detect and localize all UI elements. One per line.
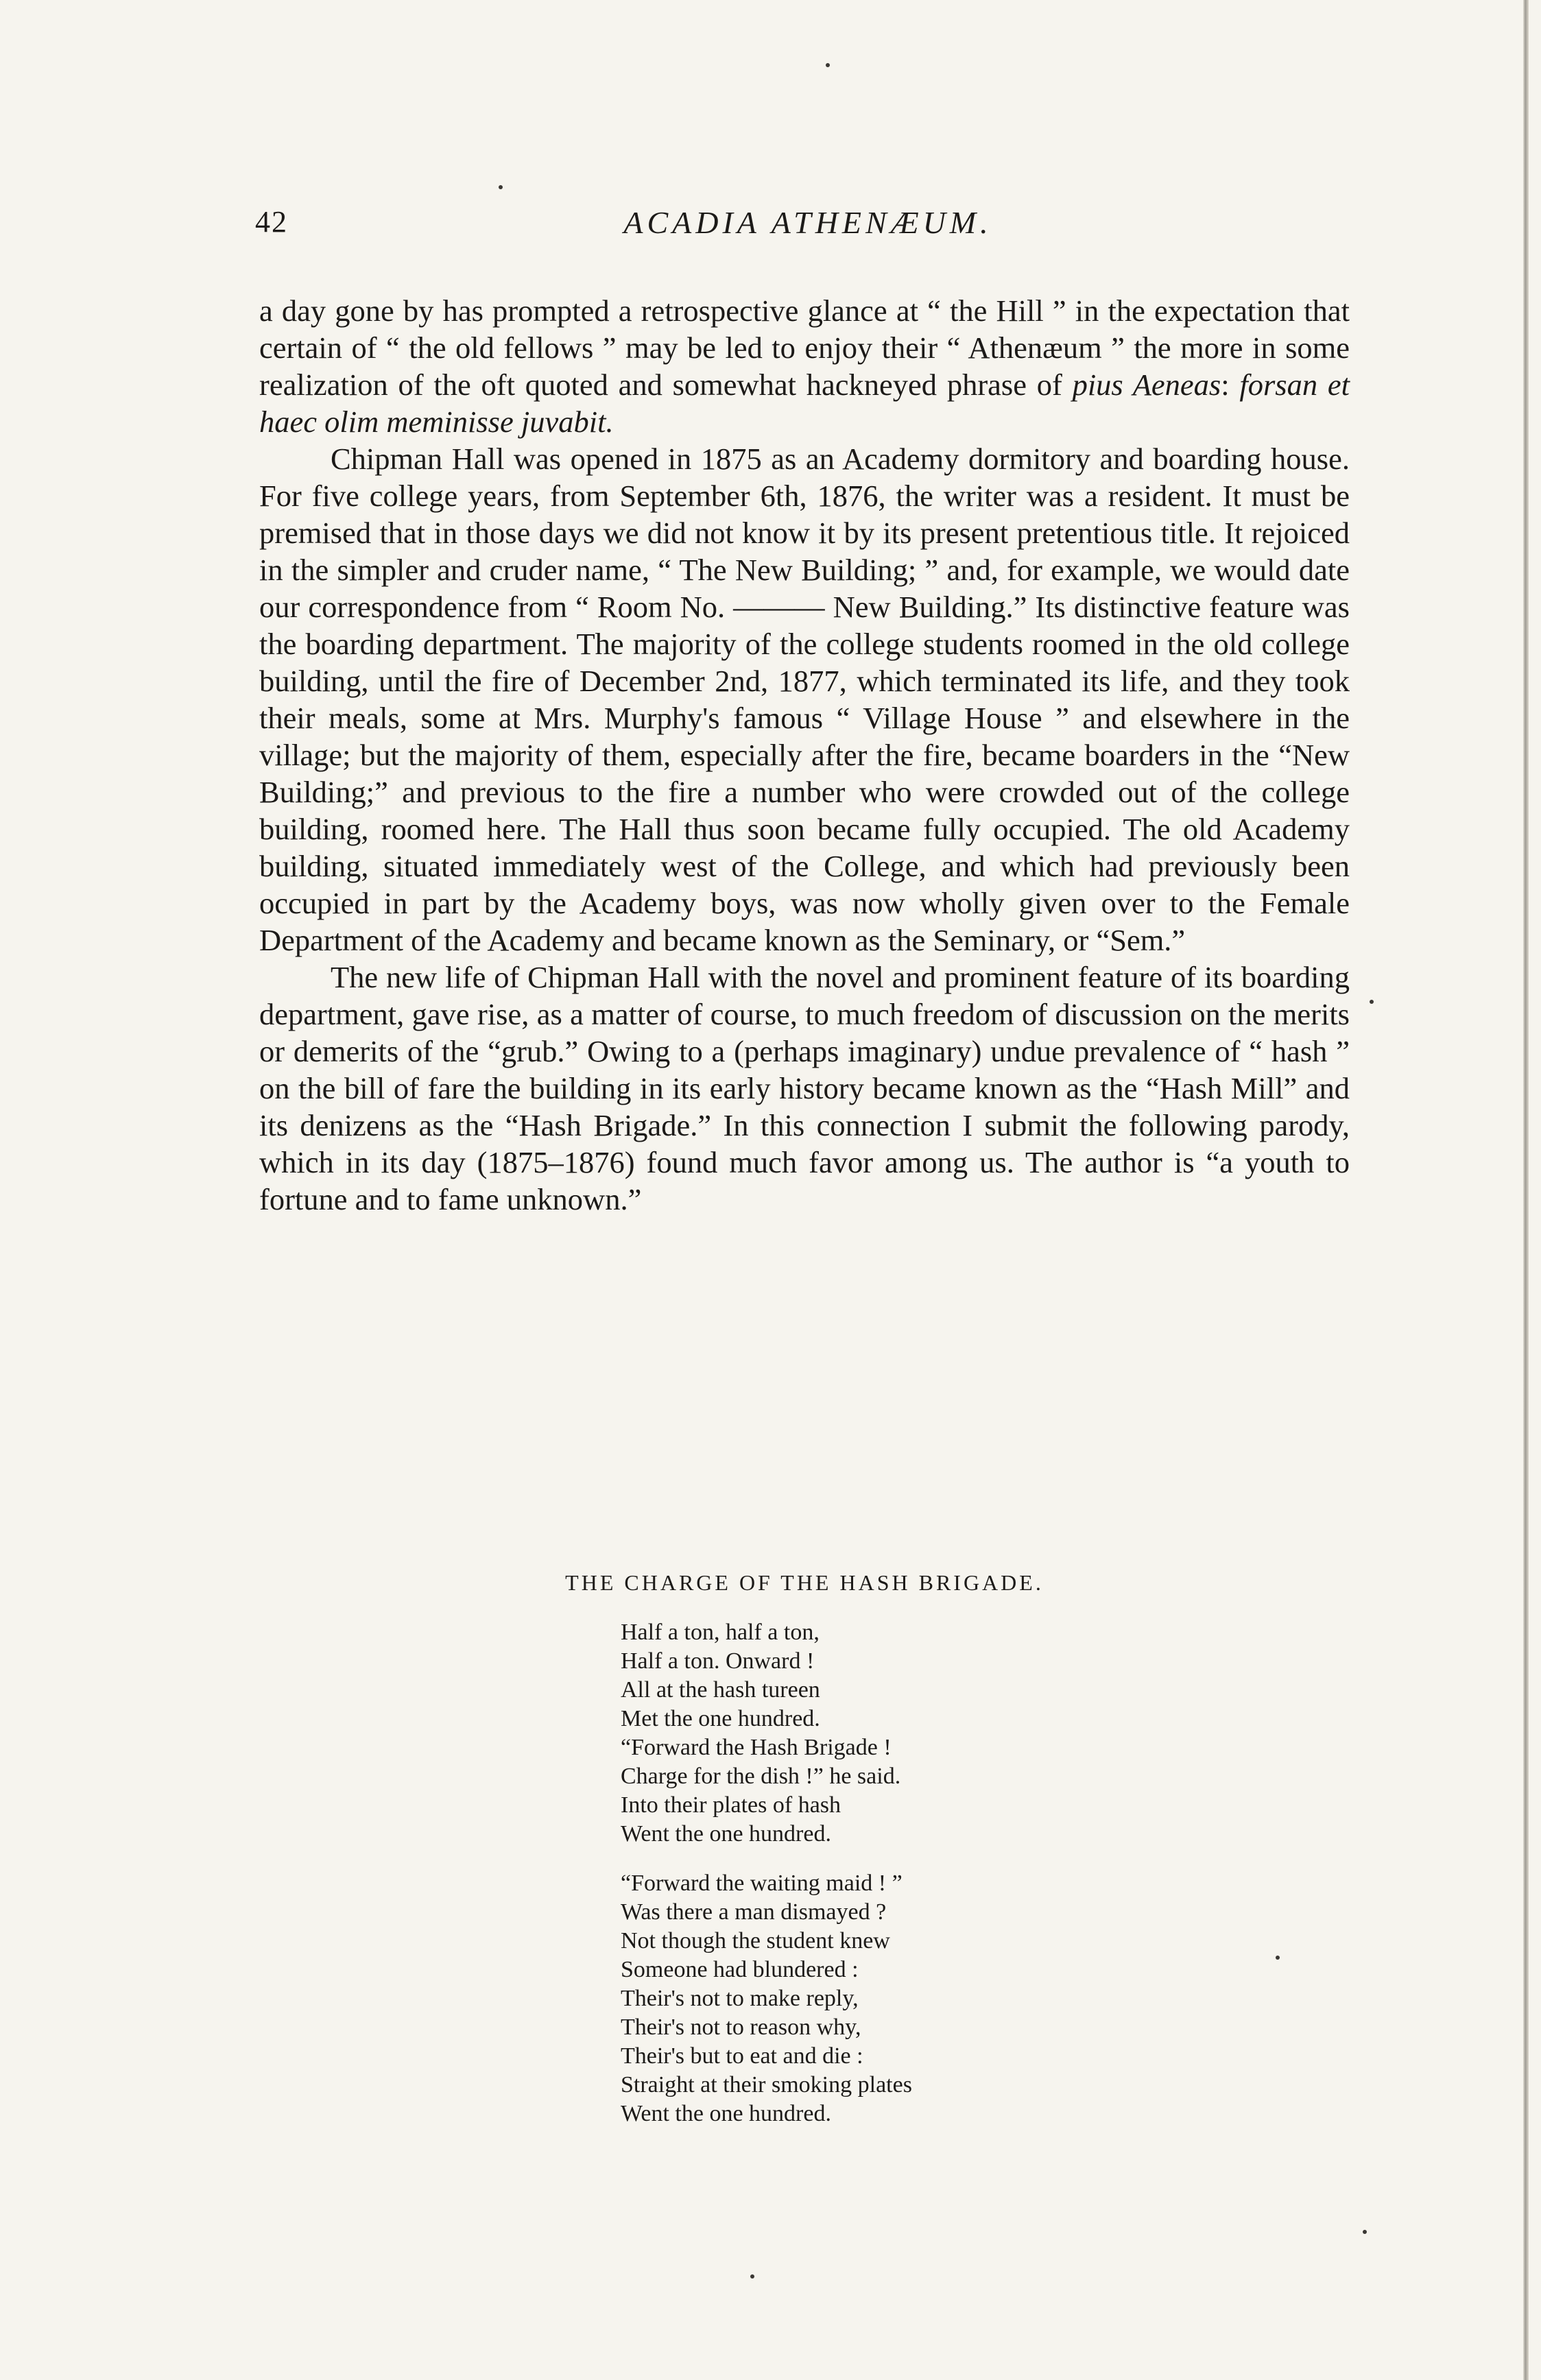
poem-line: Not though the student knew (621, 1928, 890, 1954)
running-title: ACADIA ATHENÆUM. (623, 205, 992, 240)
poem-line: All at the hash tureen (621, 1677, 820, 1703)
poem-stanza-2 (621, 1869, 1169, 2128)
poem-line: Their's but to eat and die : (621, 2043, 863, 2069)
binding-edge (1523, 0, 1529, 2380)
latin-phrase-forsan: forsan et haec olim meminisse juvabit. (259, 368, 1350, 439)
paragraph-chipman-hall: Chipman Hall was opened in 1875 as an Academy dormitory and boarding house. For five college years, from September 6th, 1876, the writer was a resident. It must be premised that in those days we did not know it by its present pretentious title. It rejoiced in the simpler and cruder name, “ The New Building; ” and, for example, we would date our correspondence from “ Room No. ——— New Building.” Its distinctive feature was the boarding department. The majority of the college students roomed in the old college building, until the fire of December 2nd, 1877, which terminated its life, and they took their meals, some at Mrs. Murphy's famous “ Village House ” and elsewhere in the village; but the majority of them, especially after the fire, became boarders in the “New Building;” and previous to the fire a number who were crowded out of the college building, roomed here. The Hall thus soon became fully occupied. The old Academy building, situated immediately west of the College, and which had previously been occupied in part by the Academy boys, was now wholly given over to the Female Department of the Academy and became known as the Seminary, or “Sem.” (259, 442, 1350, 957)
scan-speck (750, 2274, 754, 2279)
scan-speck (499, 185, 503, 189)
poem-line: Charge for the dish !” he said. (621, 1764, 901, 1789)
poem-line: Their's not to reason why, (621, 2015, 861, 2040)
running-head (255, 204, 1361, 245)
poem-line: Into their plates of hash (621, 1792, 841, 1818)
poem-line: Straight at their smoking plates (621, 2072, 912, 2097)
poem-line: Someone had blundered : (621, 1957, 859, 1982)
latin-phrase-pius-aeneas: pius Aeneas (1072, 368, 1221, 402)
article-body (259, 292, 1350, 1218)
scan-speck (1276, 1956, 1280, 1960)
poem-line: Their's not to make reply, (621, 1986, 859, 2011)
poem-line: “Forward the waiting maid ! ” (621, 1871, 903, 1896)
poem-line: “Forward the Hash Brigade ! (621, 1735, 892, 1760)
poem (621, 1618, 1169, 2149)
poem-stanza-1 (621, 1618, 1169, 1849)
poem-line: Half a ton. Onward ! (621, 1648, 815, 1674)
paragraph-1-text: a day gone by has prompted a retrospective glance at “ the Hill ” in the expectation that certain of “ the old fellows ” may be led to enjoy their “ Athenæum ” the more in some realization of the oft quoted and somewhat hackneyed phrase of (259, 293, 1350, 402)
poem-line: Went the one hundred. (621, 1821, 831, 1847)
poem-line: Went the one hundred. (621, 2101, 831, 2126)
scan-speck (1370, 1000, 1374, 1004)
scan-speck (1363, 2230, 1367, 2234)
latin-colon: : (1221, 368, 1240, 402)
scan-speck (826, 63, 830, 67)
paragraph-hash-brigade: The new life of Chipman Hall with the novel and prominent feature of its boarding department, gave rise, as a matter of course, to much freedom of discussion on the merits or demerits of the “grub.” Owing to a (perhaps imaginary) undue prevalence of “ hash ” on the bill of fare the building in its early history became known as the “Hash Mill” and its denizens as the “Hash Brigade.” In this connection I submit the following parody, which in its day (1875–1876) found much favor among us. The author is “a youth to fortune and to fame unknown.” (259, 960, 1350, 1216)
page-number: 42 (255, 205, 288, 239)
paragraph-continuation (259, 292, 1350, 440)
poem-title: THE CHARGE OF THE HASH BRIGADE. (565, 1570, 1044, 1595)
poem-line: Half a ton, half a ton, (621, 1620, 820, 1645)
poem-line: Met the one hundred. (621, 1706, 820, 1731)
poem-line: Was there a man dismayed ? (621, 1899, 887, 1925)
